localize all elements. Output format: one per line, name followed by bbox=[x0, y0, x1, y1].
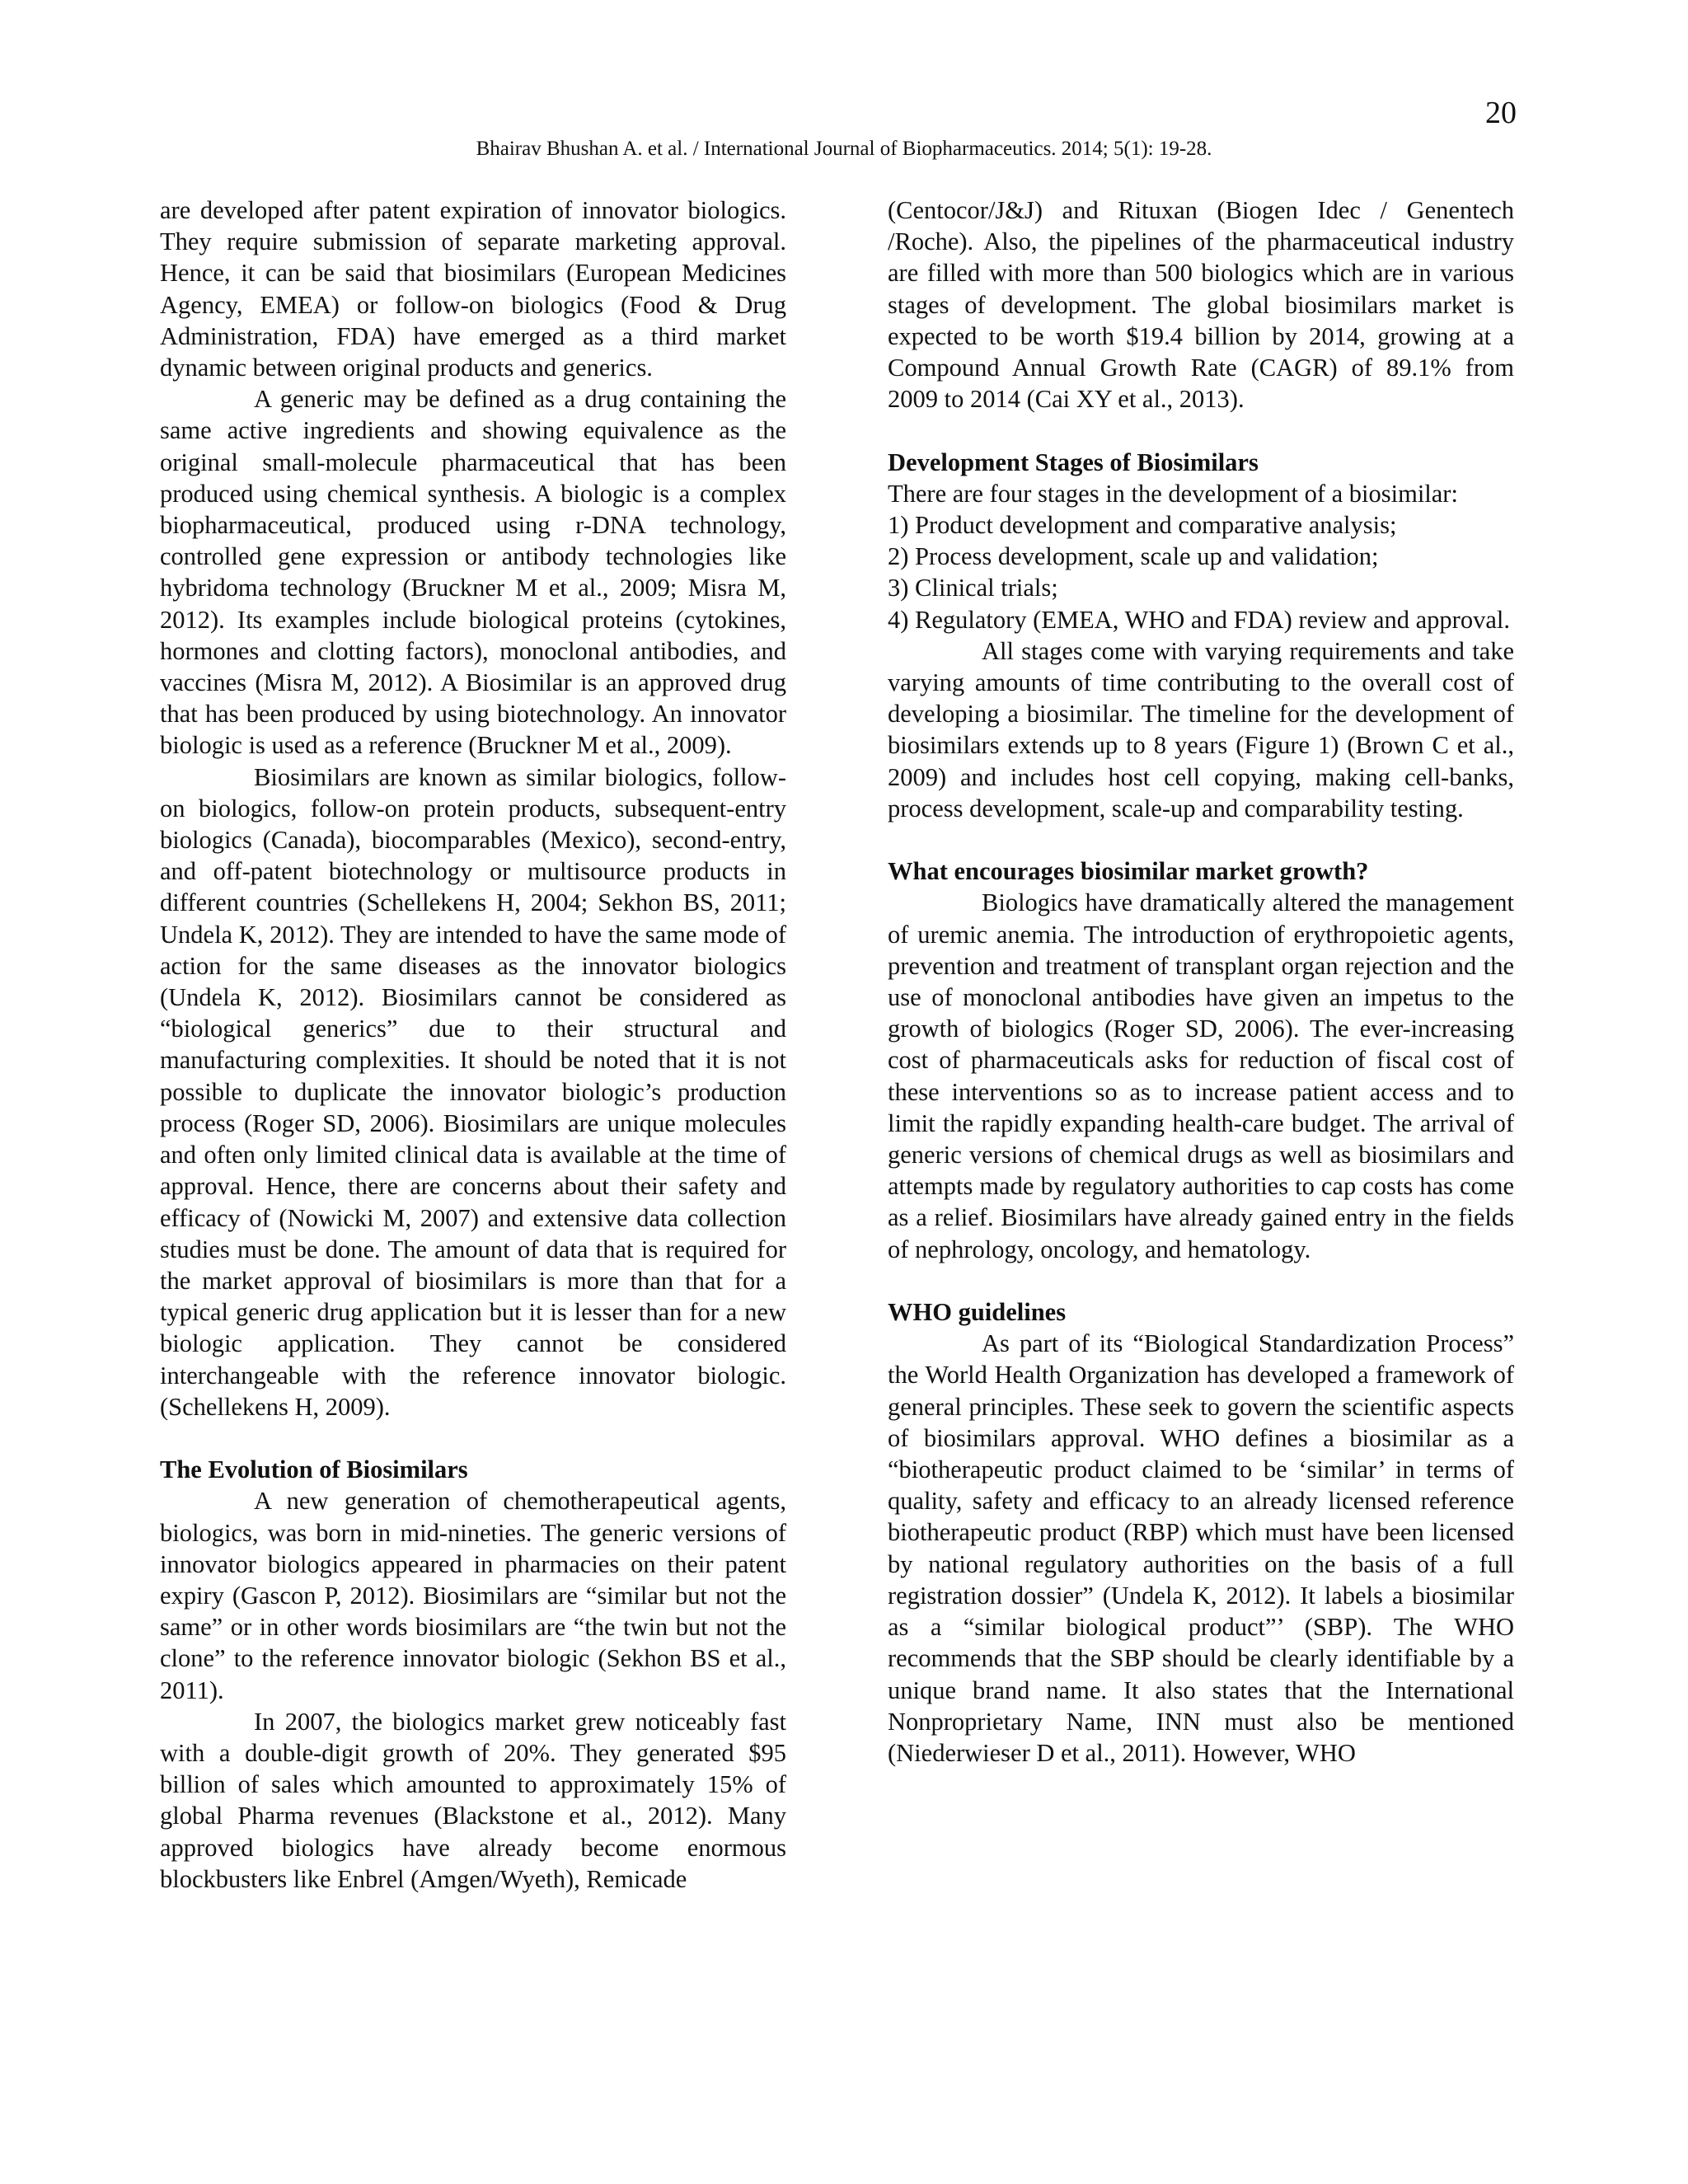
paragraph-stage-timeline: All stages come with varying requirements and take varying amounts of time contributing to the overall cost of developing a biosimilar. The timeline for the development of biosimilars extends up to 8 years (Figure 1) (Brown C et al., 2009) and includes host cell copying, making cell-banks, process development, scale-up and comparability testing. bbox=[888, 636, 1514, 823]
paragraph-pipelines: (Centocor/J&J) and Rituxan (Biogen Idec / Genentech /Roche). Also, the pipelines of the pharmaceutical industry are filled with more than 500 biologics which are in various stages of development. The global biosimilars market is expected to be worth $19.4 billion by 2014, growing at a Compound Annual Growth Rate (CAGR) of 89.1% from 2009 to 2014 (Cai XY et al., 2013). bbox=[888, 196, 1514, 414]
section-gap bbox=[888, 824, 1514, 855]
section-gap bbox=[160, 1422, 786, 1454]
stage-item: 1) Product development and comparative analysis; bbox=[888, 511, 1397, 540]
right-column bbox=[888, 194, 1514, 1769]
paragraph-evolution: A new generation of chemotherapeutical agents, biologics, was born in mid-nineties. The generic versions of innovator biologics appeared in pharmacies on their patent expiry (Gascon P, 2012). Biosimilars are “similar but not the same” or in other words biosimilars are “the twin but not the clone” to the reference innovator biologic (Sekhon BS et al., 2011). bbox=[160, 1487, 786, 1704]
paragraph-market-growth: Biologics have dramatically altered the management of uremic anemia. The introduction of erythropoietic agents, prevention and treatment of transplant organ rejection and the use of monoclonal antibodies have given an impetus to the growth of biologics (Roger SD, 2006). The ever-increasing cost of pharmaceuticals asks for reduction of fiscal cost of these interventions so as to increase patient access and to limit the rapidly expanding health-care budget. The arrival of generic versions of chemical drugs as well as biosimilars and attempts made by regulatory authorities to cap costs has come as a relief. Biosimilars have already gained entry in the fields of nephrology, oncology, and hematology. bbox=[888, 888, 1514, 1263]
stage-item: 2) Process development, scale up and validation; bbox=[888, 542, 1379, 571]
heading-who-guidelines: WHO guidelines bbox=[888, 1298, 1067, 1327]
page-number: 20 bbox=[1485, 96, 1517, 130]
running-header: Bhairav Bhushan A. et al. / International Journal of Biopharmaceutics. 2014; 5(1): 19-28. bbox=[476, 138, 1212, 160]
stages-intro: There are four stages in the development of a biosimilar: bbox=[888, 479, 1458, 508]
section-gap bbox=[888, 415, 1514, 446]
paragraph-biosimilar-names: Biosimilars are known as similar biologics, follow-on biologics, follow-on protein products, subsequent-entry biologics (Canada), biocomparables (Mexico), second-entry, and off-patent biotechnology or multisource products in different countries (Schellekens H, 2004; Sekhon BS, 2011; Undela K, 2012). They are intended to have the same mode of action for the same diseases as the innovator biologics (Undela K, 2012). Biosimilars cannot be considered as “biological generics” due to their structural and manufacturing complexities. It should be noted that it is not possible to duplicate the innovator biologic’s production process (Roger SD, 2006). Biosimilars are unique molecules and often only limited clinical data is available at the time of approval. Hence, there are concerns about their safety and efficacy of (Nowicki M, 2007) and extensive data collection studies must be done. The amount of data that is required for the market approval of biosimilars is more than that for a typical generic drug application but it is lesser than for a new biologic application. They cannot be considered interchangeable with the reference innovator biologic. (Schellekens H, 2009). bbox=[160, 762, 786, 1421]
paragraph-intro-continued: are developed after patent expiration of innovator biologics. They require submission of separate marketing approval. Hence, it can be said that biosimilars (European Medicines Agency, EMEA) or follow-on biologics (Food & Drug Administration, FDA) have emerged as a third market dynamic between original products and generics. bbox=[160, 196, 786, 382]
left-column bbox=[160, 194, 786, 1895]
paragraph-market-growth-2007: In 2007, the biologics market grew noticeably fast with a double-digit growth of 20%. They generated $95 billion of sales which amounted to approximately 15% of global Pharma revenues (Blackstone et al., 2012). Many approved biologics have already become enormous blockbusters like Enbrel (Amgen/Wyeth), Remicade bbox=[160, 1707, 786, 1893]
paragraph-who-guidelines: As part of its “Biological Standardization Process” the World Health Organization has developed a framework of general principles. These seek to govern the scientific aspects of biosimilars approval. WHO defines a biosimilar as a “biotherapeutic product claimed to be ‘similar’ in terms of quality, safety and efficacy to an already licensed reference biotherapeutic product (RBP) which must have been licensed by national regulatory authorities on the basis of a full registration dossier” (Undela K, 2012). It labels a biosimilar as a “similar biological product”’ (SBP). The WHO recommends that the SBP should be clearly identifiable by a unique brand name. It also states that the International Nonproprietary Name, INN must also be mentioned (Niederwieser D et al., 2011). However, WHO bbox=[888, 1329, 1514, 1767]
heading-development-stages: Development Stages of Biosimilars bbox=[888, 448, 1259, 476]
stage-item: 4) Regulatory (EMEA, WHO and FDA) review and approval. bbox=[888, 605, 1510, 634]
heading-market-growth: What encourages biosimilar market growth? bbox=[888, 857, 1369, 886]
paragraph-generic-definition: A generic may be defined as a drug containing the same active ingredients and showing equivalence as the original small-molecule pharmaceutical that has been produced using chemical synthesis. A biologic is a complex biopharmaceutical, produced using r-DNA technology, controlled gene expression or antibody technologies like hybridoma technology (Bruckner M et al., 2009; Misra M, 2012). Its examples include biological proteins (cytokines, hormones and clotting factors), monoclonal antibodies, and vaccines (Misra M, 2012). A Biosimilar is an approved drug that has been produced by using biotechnology. An innovator biologic is used as a reference (Bruckner M et al., 2009). bbox=[160, 385, 786, 760]
stage-item: 3) Clinical trials; bbox=[888, 574, 1058, 602]
section-gap bbox=[888, 1265, 1514, 1296]
heading-evolution-of-biosimilars: The Evolution of Biosimilars bbox=[160, 1455, 468, 1484]
